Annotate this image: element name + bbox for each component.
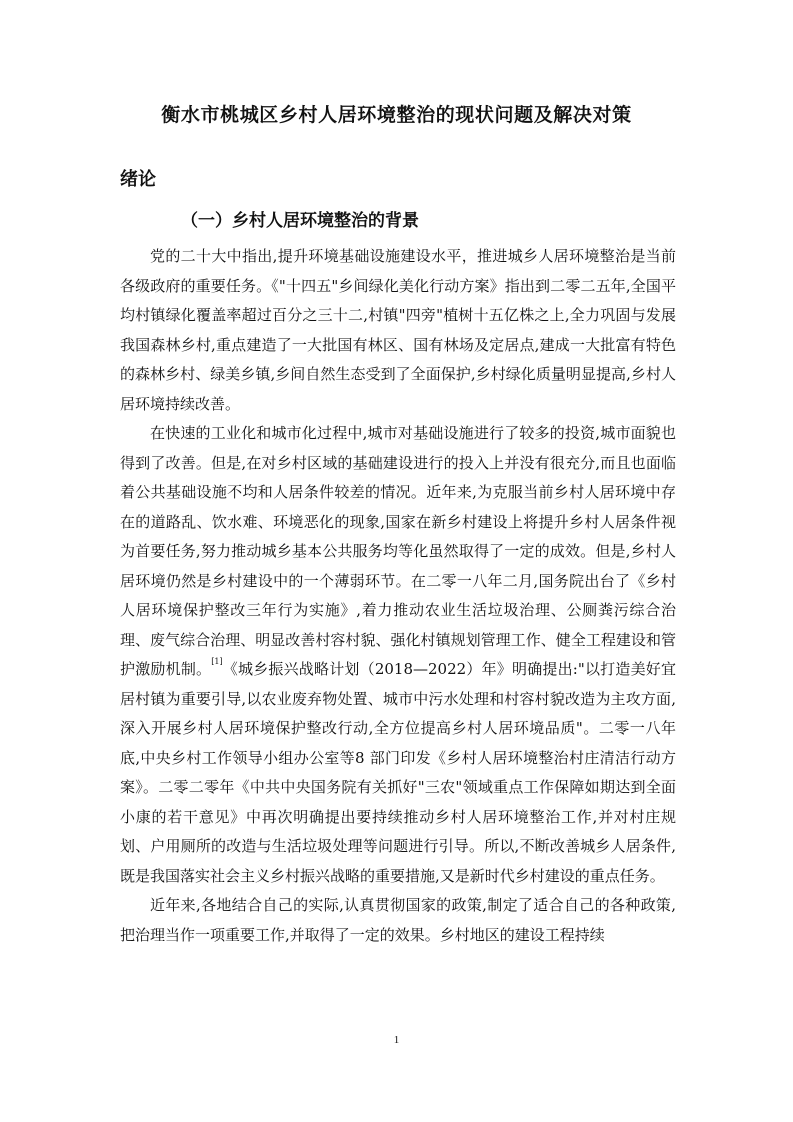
section-heading: （一）乡村人居环境整治的背景 (181, 211, 419, 231)
paragraph-1: 党的二十大中指出,提升环境基础设施建设水平，推进城乡人居环境整治是当前各级政府的重要任务。《"十四五"乡间绿化美化行动方案》指出到二零二五年,全国平均村镇绿化覆盖率超过百分之三十二,村镇"四旁"植树十五亿株之上,全力巩固与发展我国森林乡村,重点建造了一大批国有林区、国有林场及定居点,建成一大批富有特色的森林乡村、绿美乡镇,乡间自然生态受到了全面保护,乡村绿化质量明显提高,乡村人居环境持续改善。 (120, 247, 676, 413)
chapter-heading: 绪论 (120, 169, 156, 190)
paragraph-2-text-a: 在快速的工业化和城市化过程中,城市对基础设施进行了较多的投资,城市面貌也得到了改善。但是,在对乡村区域的基础建设进行的投入上并没有很充分,而且也面临着公共基础设施不均和人居条件较差的情况。近年来,为克服当前乡村人居环境中存在的道路乱、饮水难、环境恶化的现象,国家在新乡村建设上将提升乡村人居条件视为首要任务,努力推动城乡基本公共服务均等化虽然取得了一定的成效。但是,乡村人居环境仍然是乡村建设中的一个薄弱环节。在二零一八年二月,国务院出台了《乡村人居环境保护整改三年行为实施》,着力推动农业生活垃圾治理、公厕粪污综合治理、废气综合治理、明显改善村容村貌、强化村镇规划管理工作、健全工程建设和管护激励机制。 (120, 424, 676, 678)
paragraph-2 (120, 419, 676, 891)
citation-reference[interactable]: [1] (211, 657, 223, 666)
paragraph-2-text-b: 《城乡振兴战略计划（2018—2022）年》明确提出:"以打造美好宜居村镇为重要引导,以农业废弃物处置、城市中污水处理和村容村貌改造为主攻方面,深入开展乡村人居环境保护整改行动,全方位提高乡村人居环境品质"。二零一八年底,中央乡村工作领导小组办公室等8 部门印发《乡村人居环境整治村庄清洁行动方案》。二零二零年《中共中央国务院有关抓好"三农"领域重点工作保障如期达到全面小康的若干意见》中再次明确提出要持续推动乡村人居环境整治工作,并对村庄规划、户用厕所的改造与生活垃圾处理等问题进行引导。所以,不断改善城乡人居条件,既是我国落实社会主义乡村振兴战略的重要措施,又是新时代乡村建设的重点任务。 (120, 660, 676, 885)
page-number: 1 (393, 1034, 400, 1046)
document-title: 衡水市桃城区乡村人居环境整治的现状问题及解决对策 (161, 104, 632, 126)
paragraph-3: 近年来,各地结合自己的实际,认真贯彻国家的政策,制定了适合自己的各种政策,把治理当作一项重要工作,并取得了一定的效果。乡村地区的建设工程持续 (120, 896, 676, 944)
body-text (120, 242, 676, 950)
